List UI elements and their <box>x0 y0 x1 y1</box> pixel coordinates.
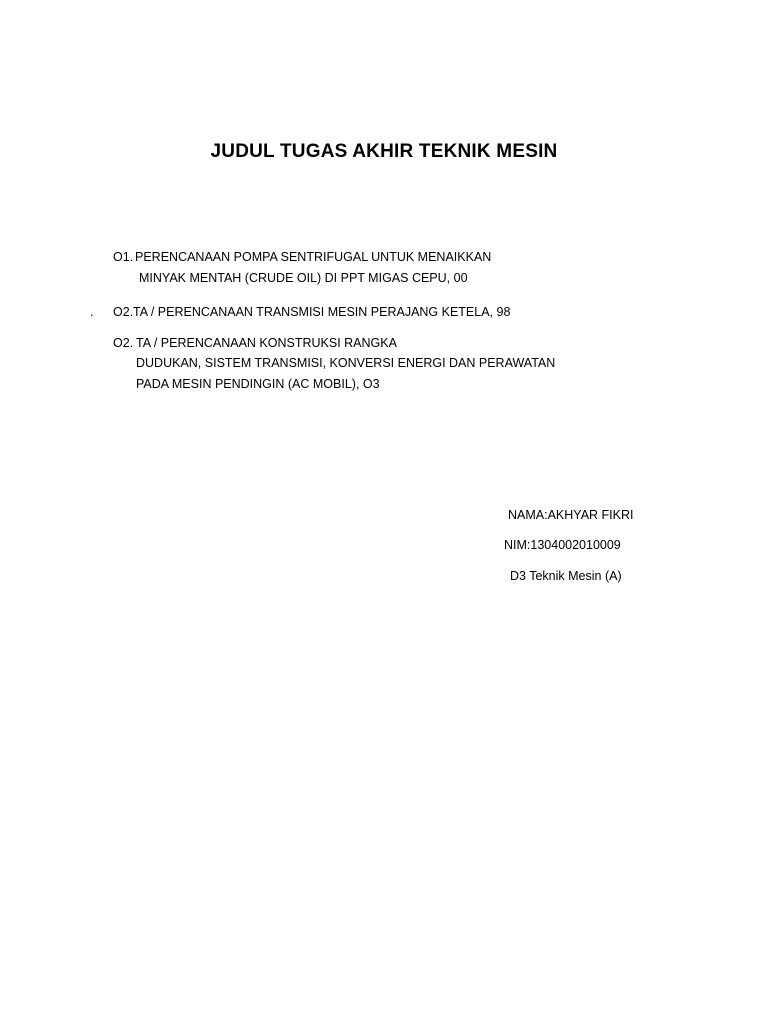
item-number: O1. <box>113 250 134 264</box>
item-line: TA / PERENCANAAN KONSTRUKSI RANGKA <box>136 336 397 350</box>
item-line: PADA MESIN PENDINGIN (AC MOBIL), O3 <box>136 377 380 391</box>
item-number: O2. <box>113 305 134 319</box>
item-number: O2. <box>113 336 134 350</box>
item-line: MINYAK MENTAH (CRUDE OIL) DI PPT MIGAS CEPU, 00 <box>139 271 468 285</box>
item-line: TA / PERENCANAAN TRANSMISI MESIN PERAJANG KETELA, 98 <box>133 305 511 319</box>
author-nim: NIM:1304002010009 <box>504 538 621 552</box>
document-title: JUDUL TUGAS AKHIR TEKNIK MESIN <box>210 141 558 162</box>
author-name: NAMA:AKHYAR FIKRI <box>508 508 634 522</box>
item-line: DUDUKAN, SISTEM TRANSMISI, KONVERSI ENERGI DAN PERAWATAN <box>136 356 556 370</box>
author-program: D3 Teknik Mesin (A) <box>510 569 622 583</box>
list-bullet: . <box>90 305 94 319</box>
item-line: PERENCANAAN POMPA SENTRIFUGAL UNTUK MENAIKKAN <box>135 250 492 264</box>
